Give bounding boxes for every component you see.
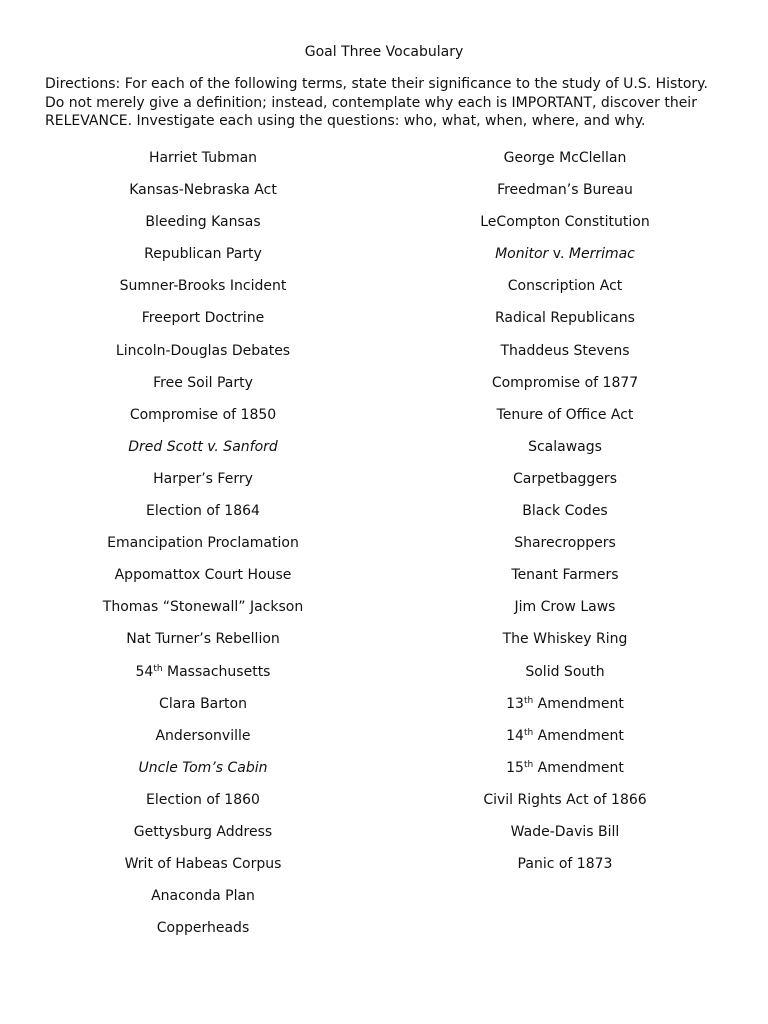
term-text: Tenure of Office Act (496, 406, 634, 423)
term-text: Panic of 1873 (517, 856, 613, 873)
vocabulary-term (83, 469, 323, 501)
term-text: Amendment (533, 759, 624, 776)
term-text: Merrimac (568, 246, 635, 263)
vocabulary-term (445, 726, 685, 758)
directions-paragraph (45, 75, 735, 131)
term-text: George McClellan (503, 150, 627, 166)
term-text: Compromise of 1850 (129, 406, 277, 423)
term-text: Massachusetts (162, 663, 271, 680)
vocabulary-term (83, 276, 323, 308)
vocabulary-term (83, 694, 323, 726)
term-text: Scalawags (528, 438, 602, 455)
term-text: 13 (506, 695, 524, 712)
vocabulary-column-left (83, 148, 323, 950)
term-text: Amendment (533, 727, 624, 744)
vocabulary-term (83, 244, 323, 276)
term-text: Anaconda Plan (151, 888, 255, 905)
vocabulary-term (83, 405, 323, 437)
term-text: Harper’s Ferry (153, 470, 253, 487)
vocabulary-term (83, 854, 323, 886)
vocabulary-term (83, 437, 323, 469)
vocabulary-term (445, 341, 685, 373)
term-text: Election of 1860 (146, 791, 260, 808)
vocabulary-term (445, 694, 685, 726)
term-text: Monitor (495, 246, 549, 263)
vocabulary-term (83, 758, 323, 790)
term-text: Amendment (533, 695, 624, 712)
directions-line: RELEVANCE. Investigate each using the questions: who, what, when, where, and why. (45, 113, 646, 129)
term-text: Election of 1864 (146, 503, 260, 520)
vocabulary-term (445, 469, 685, 501)
vocabulary-term (445, 308, 685, 340)
term-text: Thomas “Stonewall” Jackson (102, 599, 304, 616)
vocabulary-term (445, 244, 685, 276)
directions-line: Do not merely give a definition; instead, contemplate why each is IMPORTANT, discover their (45, 94, 697, 111)
term-text: Sharecroppers (514, 535, 616, 552)
page-title: Goal Three Vocabulary (304, 44, 464, 60)
directions-line: Directions: For each of the following terms, state their significance to the study of U.S. History. (45, 76, 708, 92)
term-text: Conscription Act (507, 278, 623, 295)
vocabulary-term (445, 501, 685, 533)
term-text: Clara Barton (159, 695, 247, 712)
ordinal-suffix: th (523, 695, 534, 706)
term-text: Republican Party (144, 246, 262, 263)
vocabulary-term (445, 790, 685, 822)
vocabulary-term (83, 629, 323, 661)
term-text: Thaddeus Stevens (500, 342, 630, 359)
vocabulary-term (83, 886, 323, 918)
vocabulary-term (83, 308, 323, 340)
vocabulary-term (83, 918, 323, 950)
vocabulary-term (445, 533, 685, 565)
vocabulary-term (445, 437, 685, 469)
term-text: Harriet Tubman (148, 150, 258, 166)
vocabulary-term (83, 533, 323, 565)
term-text: Tenant Farmers (511, 567, 619, 584)
vocabulary-term (445, 629, 685, 661)
vocabulary-term (83, 373, 323, 405)
vocabulary-term (445, 373, 685, 405)
vocabulary-column-right (445, 148, 685, 886)
term-text: Wade-Davis Bill (510, 823, 620, 840)
term-text: Appomattox Court House (114, 567, 292, 584)
ordinal-suffix: th (153, 663, 163, 674)
vocabulary-term (445, 758, 685, 790)
term-text: Civil Rights Act of 1866 (483, 791, 647, 808)
vocabulary-term (83, 565, 323, 597)
term-text: Sumner-Brooks Incident (119, 278, 287, 295)
term-text: Kansas-Nebraska Act (129, 182, 277, 199)
term-text: Freedman’s Bureau (497, 182, 633, 199)
term-text: Nat Turner’s Rebellion (126, 631, 280, 648)
term-text: Emancipation Proclamation (107, 535, 299, 552)
term-text: Dred Scott v. Sanford (128, 438, 278, 455)
term-text: Compromise of 1877 (491, 374, 639, 391)
term-text: Carpetbaggers (512, 470, 617, 487)
term-text: Jim Crow Laws (514, 599, 616, 616)
ordinal-suffix: th (523, 759, 534, 770)
vocabulary-term (83, 341, 323, 373)
vocabulary-term (83, 501, 323, 533)
vocabulary-term (83, 212, 323, 244)
vocabulary-term (445, 822, 685, 854)
term-text: LeCompton Constitution (480, 214, 650, 231)
term-text: The Whiskey Ring (502, 631, 628, 648)
vocabulary-term (83, 597, 323, 629)
term-text: Free Soil Party (153, 374, 253, 391)
term-text: Freeport Doctrine (141, 310, 265, 327)
term-text: v. (548, 246, 569, 263)
vocabulary-term (445, 597, 685, 629)
term-text: Radical Republicans (495, 310, 635, 327)
term-text: Bleeding Kansas (145, 214, 261, 231)
vocabulary-term (445, 180, 685, 212)
term-text: Andersonville (155, 727, 251, 744)
vocabulary-term (83, 148, 323, 180)
term-text: Writ of Habeas Corpus (124, 856, 282, 873)
vocabulary-term (445, 148, 685, 180)
vocabulary-term (83, 726, 323, 758)
term-text: Gettysburg Address (133, 823, 273, 840)
vocabulary-term (83, 790, 323, 822)
vocabulary-term (445, 565, 685, 597)
term-text: 15 (506, 759, 524, 776)
vocabulary-term (445, 854, 685, 886)
term-text: Solid South (525, 663, 605, 680)
vocabulary-term (445, 212, 685, 244)
ordinal-suffix: th (523, 727, 534, 738)
term-text: Copperheads (156, 920, 250, 937)
term-text: 54 (135, 663, 154, 680)
vocabulary-term (445, 276, 685, 308)
term-text: Lincoln-Douglas Debates (115, 342, 291, 359)
term-text: 14 (506, 727, 524, 744)
vocabulary-term (83, 662, 323, 694)
vocabulary-term (445, 662, 685, 694)
vocabulary-term (83, 822, 323, 854)
term-text: Black Codes (522, 503, 608, 520)
vocabulary-term (445, 405, 685, 437)
vocabulary-term (83, 180, 323, 212)
term-text: Uncle Tom’s Cabin (138, 759, 268, 776)
